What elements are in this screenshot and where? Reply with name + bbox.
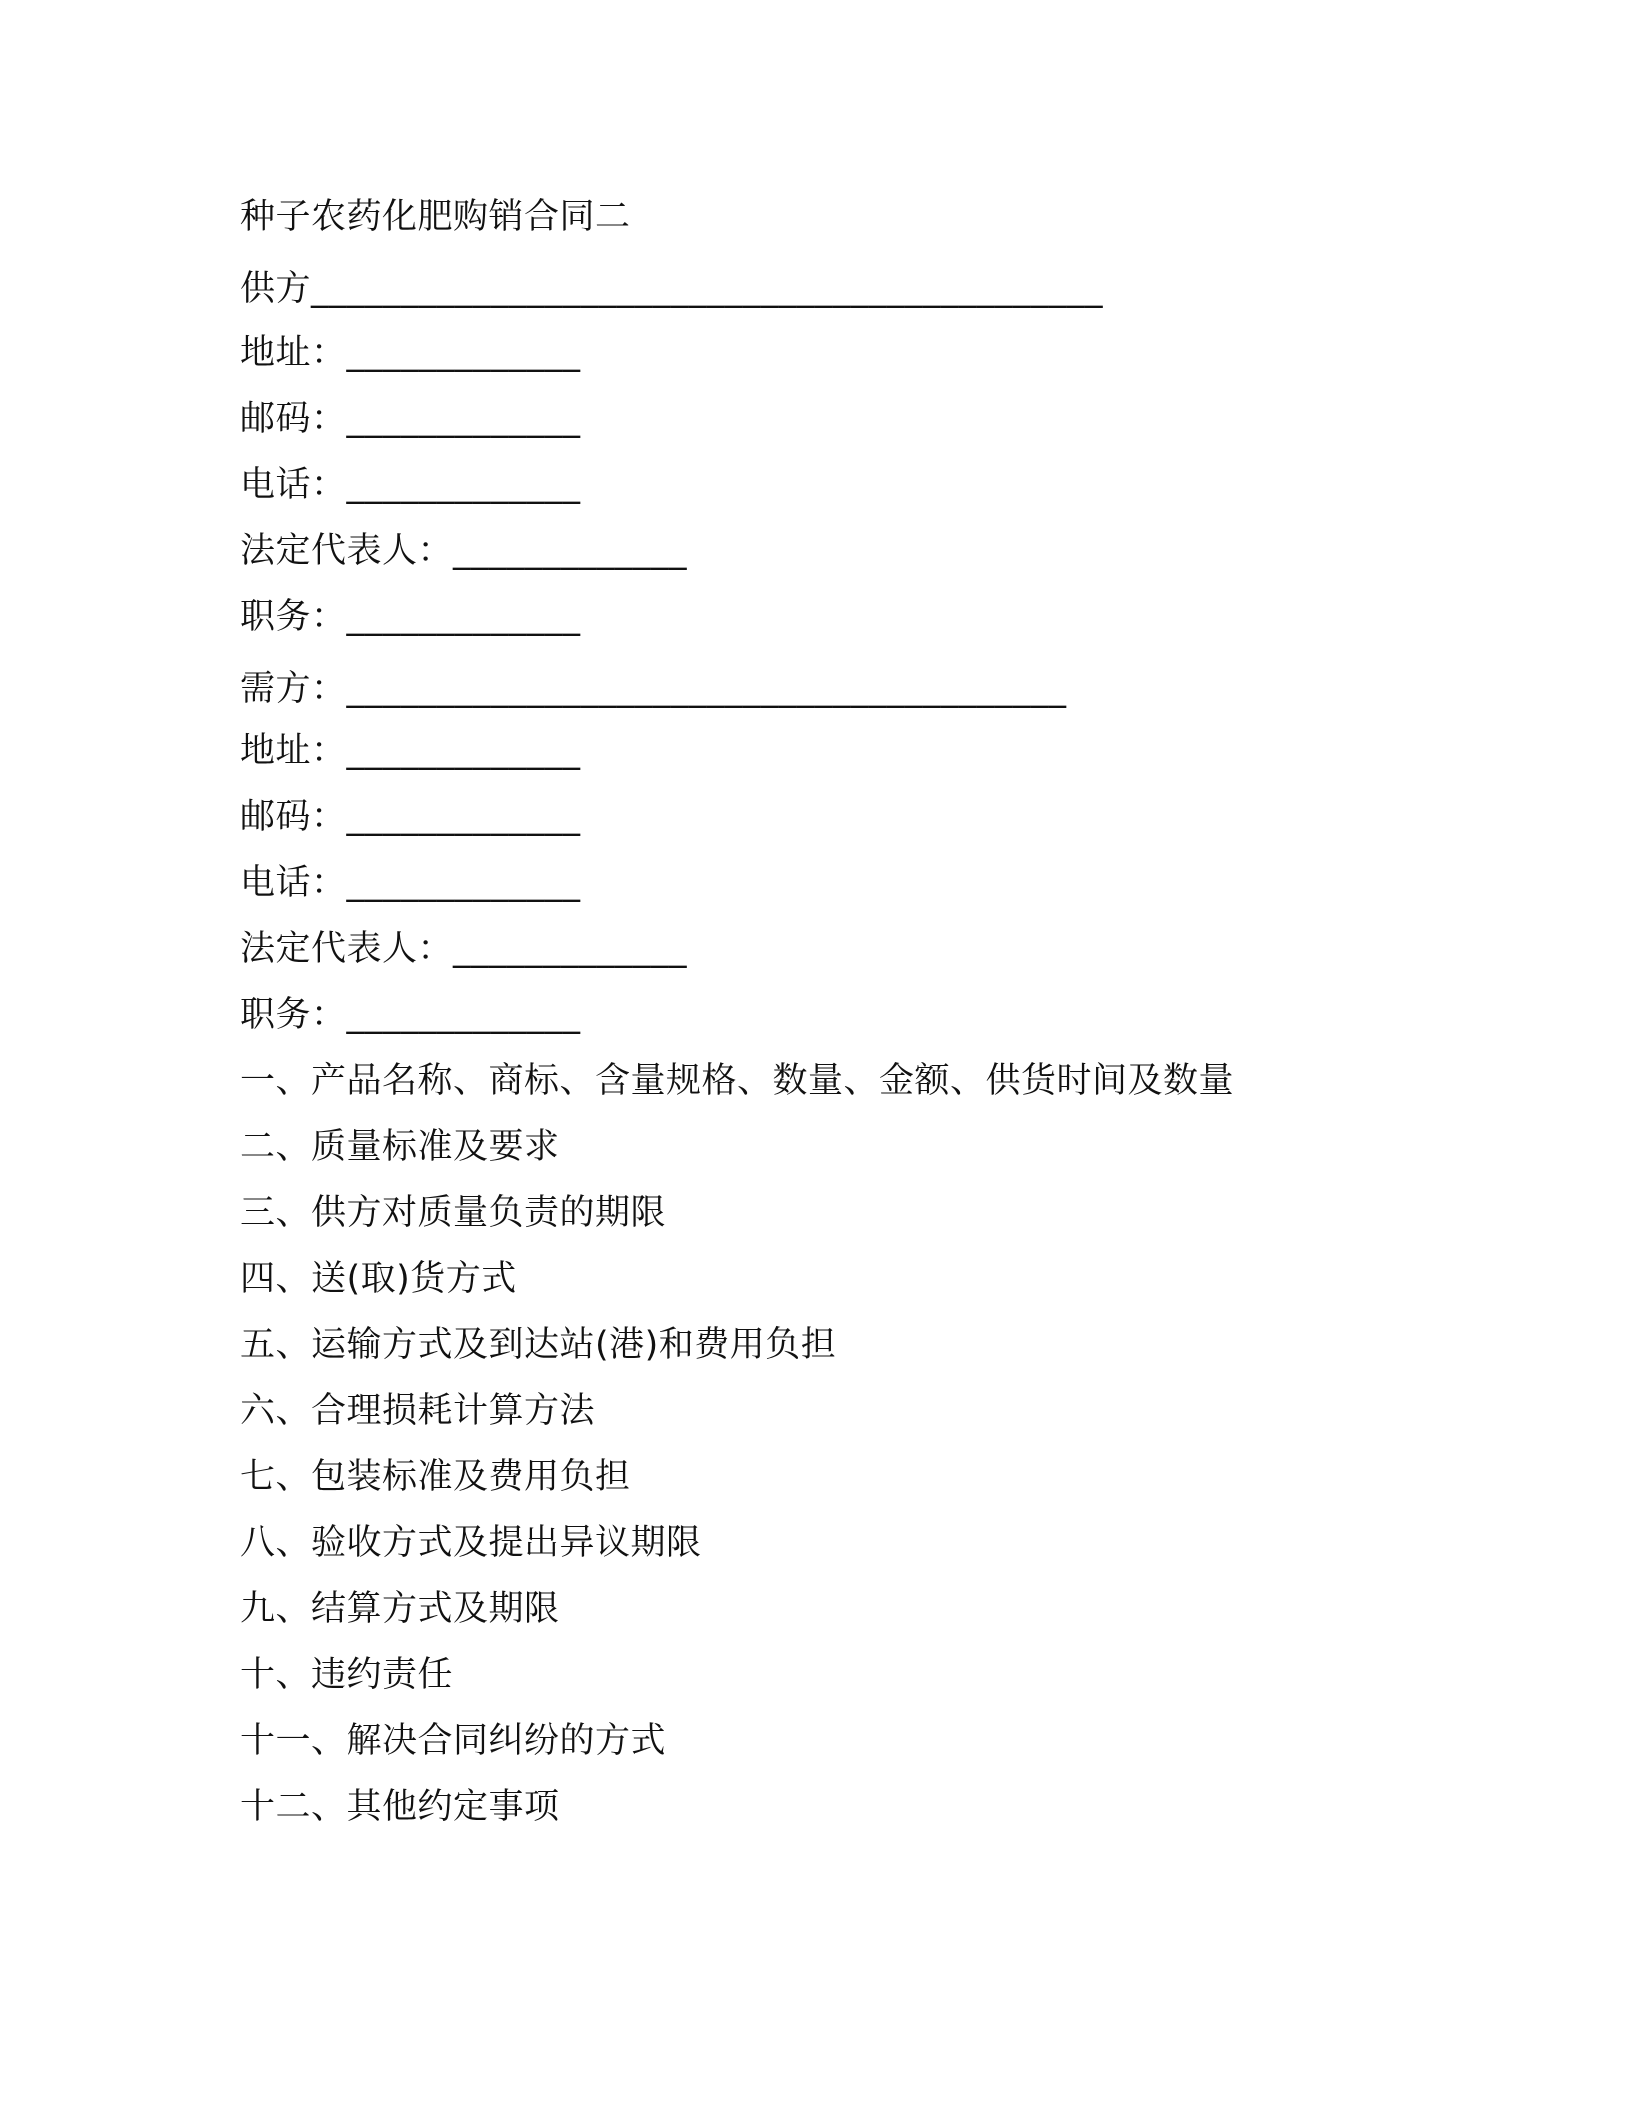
document-title: 种子农药化肥购销合同二 [240, 197, 631, 237]
buyer-address-field: 地址：_____________ [240, 731, 581, 771]
clause-4: 四、送(取)货方式 [240, 1259, 517, 1299]
supplier-legal-rep-field: 法定代表人：_____________ [240, 531, 688, 571]
clause-12: 十二、其他约定事项 [240, 1787, 560, 1827]
buyer-position-field: 职务：_____________ [240, 995, 581, 1035]
supplier-position-field: 职务：_____________ [240, 597, 581, 637]
clause-8: 八、验收方式及提出异议期限 [240, 1523, 702, 1563]
clause-5: 五、运输方式及到达站(港)和费用负担 [240, 1325, 837, 1365]
clause-11: 十一、解决合同纠纷的方式 [240, 1721, 667, 1761]
clause-2: 二、质量标准及要求 [240, 1127, 560, 1167]
clause-3: 三、供方对质量负责的期限 [240, 1193, 667, 1233]
clause-6: 六、合理损耗计算方法 [240, 1391, 596, 1431]
clause-9: 九、结算方式及期限 [240, 1589, 560, 1629]
supplier-address-field: 地址：_____________ [240, 333, 581, 373]
supplier-phone-field: 电话：_____________ [240, 465, 581, 505]
buyer-party-field: 需方：________________________________________ [240, 669, 1067, 709]
supplier-party-field: 供方____________________________________________ [240, 269, 1104, 309]
supplier-postcode-field: 邮码：_____________ [240, 399, 581, 439]
buyer-phone-field: 电话：_____________ [240, 863, 581, 903]
clause-7: 七、包装标准及费用负担 [240, 1457, 631, 1497]
buyer-postcode-field: 邮码：_____________ [240, 797, 581, 837]
clause-1: 一、产品名称、商标、含量规格、数量、金额、供货时间及数量 [240, 1061, 1235, 1101]
buyer-legal-rep-field: 法定代表人：_____________ [240, 929, 688, 969]
clause-10: 十、违约责任 [240, 1655, 454, 1695]
